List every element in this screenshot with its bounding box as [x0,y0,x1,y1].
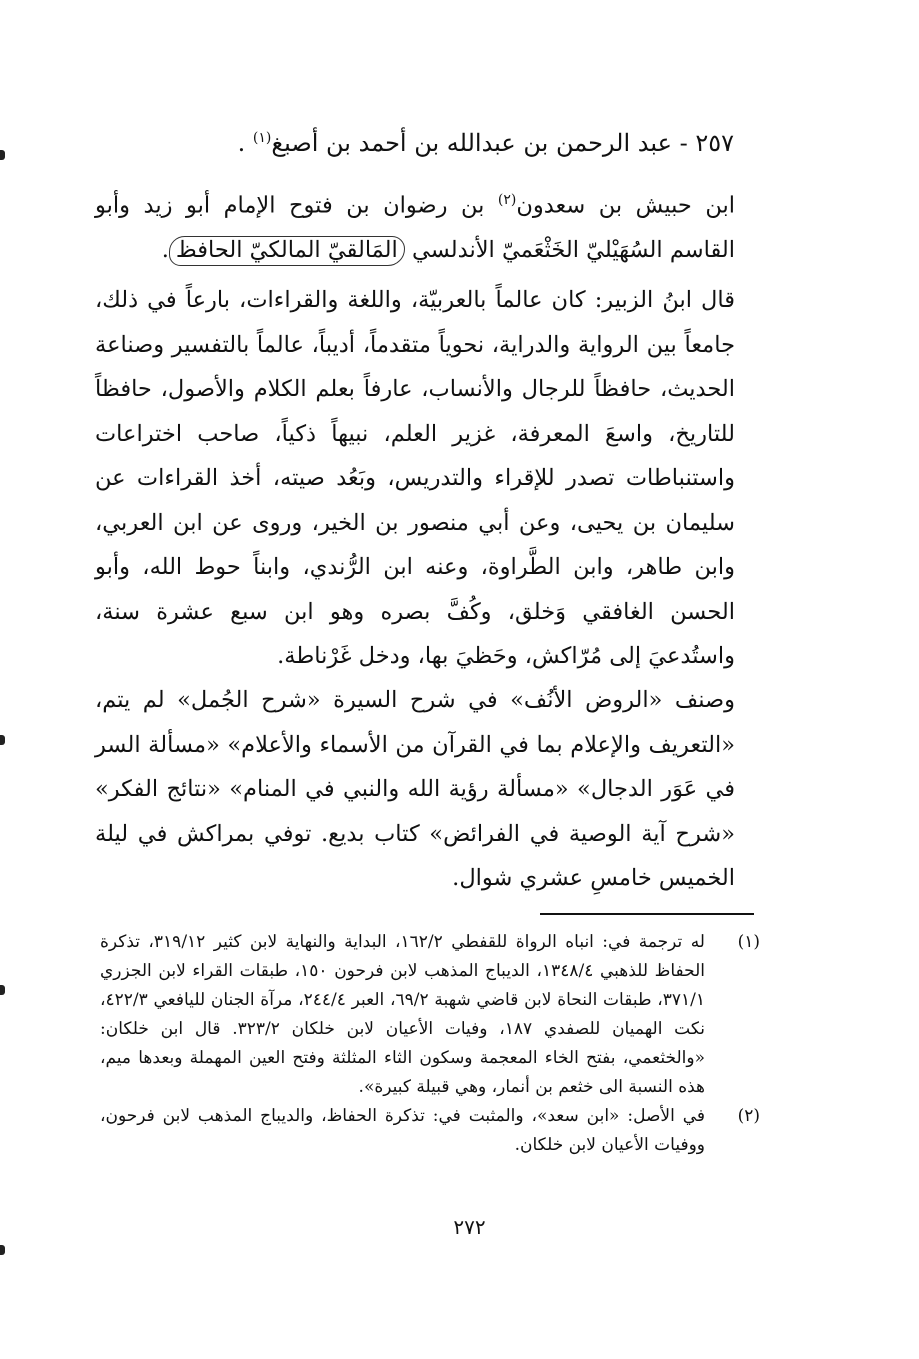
intro-text-middle: بن رضوان بن فتوح الإمام أبو زيد وأبو القاسم السُهَيْليّ الخَثْعَميّ الأندلسي [95,192,735,263]
footnote-2 [100,1102,760,1160]
footnote-ref-1[interactable]: (١) [252,130,272,146]
footnote-1 [100,928,760,1102]
margin-mark [0,150,5,160]
works-paragraph: وصنف «الروض الأنُف» في شرح السيرة «شرح الجُمل» لم يتم، «التعريف والإعلام بما في القرآن من الأسماء والأعلام» «مسألة السر في عَوَر الدجال» «مسألة رؤية الله والنبي في المنام» «نتائج الفكر» «شرح آية الوصية في الفرائض» كتاب بديع. توفي بمراكش في ليلة الخميس خامسِ عشري شوال. [95,687,735,891]
margin-mark [0,985,5,995]
biography-paragraph: قال ابنُ الزبير: كان عالماً بالعربيّة، واللغة والقراءات، بارعاً في ذلك، جامعاً بين الرواية والدراية، نحوياً متقدماً، أديباً، عالماً بالتفسير وصناعة الحديث، حافظاً للرجال والأنساب، عارفاً بعلم الكلام والأصول، حافظاً للتاريخ، واسعَ المعرفة، غزير العلم، نبيهاً ذكياً، صاحب اختراعات واستنباطات تصدر للإقراء والتدريس، وبَعُد صيته، أخذ القراءات عن سليمان بن يحيى، وعن أبي منصور بن الخير، وروى عن ابن العربي، وابن طاهر، وابن الطَّراوة، وعنه ابن الرُّندي، وابناً حوط الله، وأبو الحسن الغافقي وَخلق، وكُفَّ بصره وهو ابن سبع عشرة سنة، واستُدعيَ إلى مُرّاكش، وحَظيَ بها، ودخل غَرْناطة. [95,287,735,669]
footnote-number: (٢) [737,1106,760,1126]
entry-name: عبد الرحمن بن عبدالله بن أحمد بن أصبغ [271,129,672,157]
footnote-ref-2[interactable]: (٢) [497,192,517,208]
footnote-text: في الأصل: «ابن سعد»، والمثبت في: تذكرة الحفاظ، والديباج المذهب لابن فرحون، ووفيات الأعيان لابن خلكان. [100,1106,705,1155]
circled-annotation: المَالقيّ المالكيّ الحافظ [169,236,405,266]
margin-mark [0,1245,5,1255]
intro-paragraph [95,178,735,273]
entry-heading [94,118,734,163]
intro-text-start: ابن حبيش بن سعدون [516,192,735,219]
footnotes-section [100,928,760,1160]
margin-mark [0,735,5,745]
entry-number: ٢٥٧ - [679,129,734,157]
footnote-divider [540,913,754,915]
intro-text-end: . [161,237,169,263]
footnote-number: (١) [737,932,760,952]
entry-heading-end: . [237,129,246,157]
page-number: ٢٧٢ [453,1215,486,1239]
footnote-text: له ترجمة في: انباه الرواة للقفطي ١٦٢/٢، البداية والنهاية لابن كثير ٣١٩/١٢، تذكرة الحفاظ للذهبي ١٣٤٨/٤، الديباج المذهب لابن فرحون ١٥٠، طبقات القراء لابن الجزري ٣٧١/١، طبقات النحاة لابن قاضي شهبة ٦٩/٢، العبر ٢٤٤/٤، مرآة الجنان لليافعي ٤٢٢/٣، نكت الهميان للصفدي ١٨٧، وفيات الأعيان لابن خلكان ٣٢٣/٢. قال ابن خلكان: «والخثعمي، بفتح الخاء المعجمة وسكون الثاء المثلثة وفتح العين المهملة وبعدها ميم، هذه النسبة الى خثعم بن أنمار، وهي قبيلة كبيرة». [100,932,705,1097]
